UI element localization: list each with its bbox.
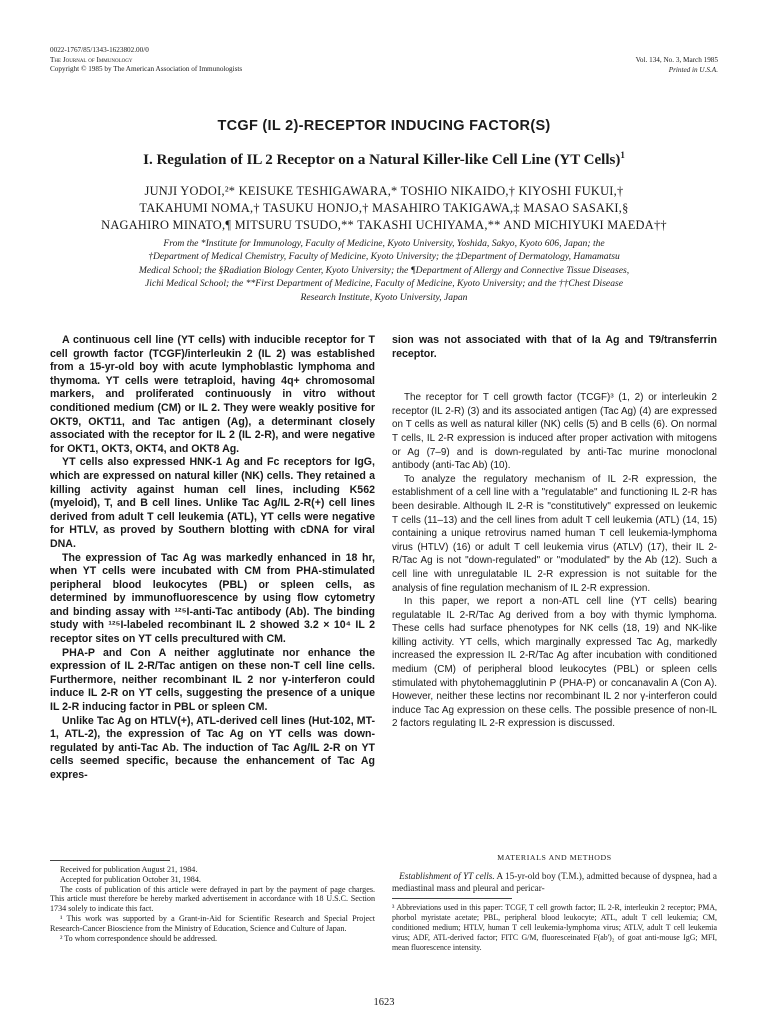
footnotes-left [50,860,375,943]
footnote: ¹ This work was supported by a Grant-in-Aid for Scientific Research and Special Project Research-Cancer Bioscience from the Ministry of Education, Science and Culture of Japan. [50,913,375,933]
abstract-paragraph: YT cells also expressed HNK-1 Ag and Fc receptors for IgG, which are expressed on natural killer (NK) cells. They retained a killing activity against human cell lines, including K562 (myeloid), T, and B cell lines. Unlike Tac Ag/IL 2-R(+) cell lines derived from adult T cell leukemia (ATL), YT cells were negative for HTLV, as proved by Southern blotting with cDNA for viral DNA. [50,456,375,550]
abstract-paragraph: Unlike Tac Ag on HTLV(+), ATL-derived cell lines (Hut-102, MT-1, ATL-2), the expression of Tac Ag on YT cells was down-regulated by anti-Tac Ab. The induction of Tac Ag/IL 2-R on YT cells seemed specific, because the enhancement of Tac Ag expres- [50,714,375,781]
author-line: NAGAHIRO MINATO,¶ MITSURU TSUDO,** TAKASHI UCHIYAMA,** AND MICHIYUKI MAEDA†† [101,218,667,232]
right-column [392,334,717,731]
footnote: Accepted for publication October 31, 1984. [60,874,201,884]
printed-line: Printed in U.S.A. [668,65,718,74]
volume-line: Vol. 134, No. 3, March 1985 [635,56,718,64]
abstract-paragraph: A continuous cell line (YT cells) with inducible receptor for T cell growth factor (TCGF)/interleukin 2 (IL 2) was established from a 15-yr-old boy with acute lymphoblastic lymphoma and thymoma. YT cells were tetraploid, having 4q+ chromosomal markers, and proliferated continuously in vitro without conditioned medium (CM) or IL 2. They were weakly positive for OKT9, OKT11, and Tac antigen (Ag), a determinant closely associated with the receptor for IL 2 (IL 2-R), and were negative for OKT1, OKT3, OKT4, and OKT8 Ag. [50,334,375,455]
affiliation-line: Medical School; the §Radiation Biology Center, Kyoto University; the ¶Department of Allergy and Connective Tissue Diseases, [138,264,630,276]
footnote-rule [50,860,170,861]
abstract-paragraph: PHA-P and Con A neither agglutinate nor enhance the expression of IL 2-R/Tac antigen on these non-T cell line cells. Furthermore, neither recombinant IL 2 nor γ-interferon could induce IL 2-R on YT cells, suggesting the presence of a unique IL 2-R inducing factor in PBL or spleen CM. [50,646,375,714]
affiliation-line: Jichi Medical School; the **First Department of Medicine, Faculty of Medicine, Kyoto University; and the ††Chest Disease [145,278,623,290]
introduction [392,391,717,731]
journal-name: The Journal of Immunology [50,55,133,64]
author-line: JUNJI YODOI,²* KEISUKE TESHIGAWARA,* TOSHIO NIKAIDO,† KIYOSHI FUKUI,† [144,184,624,198]
issue-header [636,56,718,75]
body-paragraph: The receptor for T cell growth factor (TCGF)³ (1, 2) or interleukin 2 receptor (IL 2-R) (3) and its associated antigen (Tac Ag) (4) are expressed on T cells as well as natural killer (NK) cells (5) and B cells (6). On normal T cells, IL 2-R expression is induced after proper activation with mitogens or Ag (7–9) and is down-regulated by anti-Tac murine monoclonal antibody (anti-Tac Ab) (10). [392,392,717,472]
abstract [50,334,375,783]
subtitle-text: I. Regulation of IL 2 Receptor on a Natural Killer-like Cell Line (YT Cells) [143,152,621,168]
methods-text [392,870,717,894]
article-title: TCGF (IL 2)-RECEPTOR INDUCING FACTOR(S) [217,118,551,134]
affiliation-line: †Department of Medical Chemistry, Faculty of Medicine, Kyoto University; the ‡Department of Dermatology, Hamamatsu [148,251,620,263]
methods-heading: MATERIALS AND METHODS [497,853,612,862]
body-paragraph: To analyze the regulatory mechanism of IL 2-R expression, the establishment of a cell line with a "regulatable" and functioning IL 2-R has been desirable. Although IL 2-R is "constitutively" expressed on leukemic T cells (11–13) and the cell lines from adult T cell leukemia (ATL) (14, 15) containing a unique retrovirus named human T cell leukemia-lymphoma virus (HTLV) (16) or adult T cell leukemia virus (ATLV) (17), their IL 2-R/Tac Ag is not "down-regulated" or "modulated" by the Ab (12). Such a cell line with unregulatable IL 2-R expression is not suitable for the analysis of fine regulation mechanism of IL 2-R expression. [392,473,717,594]
footnote-rule [392,898,512,899]
footnote: Received for publication August 21, 1984. [60,865,198,874]
author-line: TAKAHUMI NOMA,† TASUKU HONJO,† MASAHIRO TAKIGAWA,‡ MASAO SASAKI,§ [139,201,629,215]
body-paragraph: In this paper, we report a non-ATL cell line (YT cells) bearing regulatable IL 2-R/Tac Ag derived from a boy with thymic lymphoma. These cells had surface phenotypes for NK cells (18, 19) and NK-like killing activity. YT cells, which marginally expressed Tac Ag, markedly increased the expression IL 2-R/Tac Ag after incubation with conditioned medium (CM) of peripheral blood leukocytes (PBL) or spleen cells stimulated with phytohemagglutinin P (PHA-P) or concanavalin A (Con A). However, neither these lectins nor recombinant IL 2 nor γ-interferon could induce Tac Ag expression on these cells. The possible presence of non-IL 2 factors regulating IL 2-R expression is discussed. [392,596,717,730]
methods-lead: Establishment of YT cells. [399,871,495,881]
affiliations [60,237,708,304]
copyright-line: Copyright © 1985 by The American Association of Immunologists [50,65,243,74]
affiliation-line: From the *Institute for Immunology, Faculty of Medicine, Kyoto University, Yoshida, Sakyo, Kyoto 606, Japan; the [163,238,605,249]
footnote: The costs of publication of this article were defrayed in part by the payment of page charges. This article must therefore be hereby marked advertisement in accordance with 18 U.S.C. Section 1734 solely to indicate this fact. [50,884,375,914]
subtitle-footnote-mark: 1 [620,150,625,160]
methods-body: A 15-yr-old boy (T.M.), admitted because of dyspnea, had a mediastinal mass and pleural and pericar- [392,871,717,893]
affiliation-line: Research Institute, Kyoto University, Japan [300,291,468,303]
article-code: 0022-1767/85/1343-1623802.00/0 [50,46,149,54]
author-list [70,183,698,234]
abstract-paragraph: The expression of Tac Ag was markedly enhanced in 18 hr, when YT cells were incubated with CM from PHA-stimulated peripheral blood leukocytes (PBL) or spleen cells, as determined by immunofluorescence by using flow cytometry and binding assay with ¹²⁵I-anti-Tac antibody (Ab). The binding study with ¹²⁵I-labeled recombinant IL 2 showed 3.2 × 10⁴ IL 2 receptor sites on YT cells precultured with CM. [50,551,375,646]
footnote: ² To whom correspondence should be addressed. [60,933,218,943]
abstract-continuation: sion was not associated with that of Ia Ag and T9/transferrin receptor. [392,334,717,360]
article-subtitle [50,150,718,169]
left-column [50,334,375,783]
abbreviations-footnote: ³ Abbreviations used in this paper: TCGF, T cell growth factor; IL 2-R, interleukin 2 receptor; PMA, phorbol myristate acetate; PBL, peripheral blood leukocyte; ATL, adult T cell leukemia; CM, conditioned medium; HTLV, human T cell leukemia-lymphoma virus; ATLV, adult T cell leukemia virus; ADF, ATL-derived factor; FITC G/M, fluoresceinated F(ab')₂ of goat anti-mouse IgG; MFI, mean fluorescence intensity. [392,903,717,952]
journal-header [50,46,242,75]
footnotes-right [392,898,717,953]
page-number: 1623 [373,997,395,1008]
